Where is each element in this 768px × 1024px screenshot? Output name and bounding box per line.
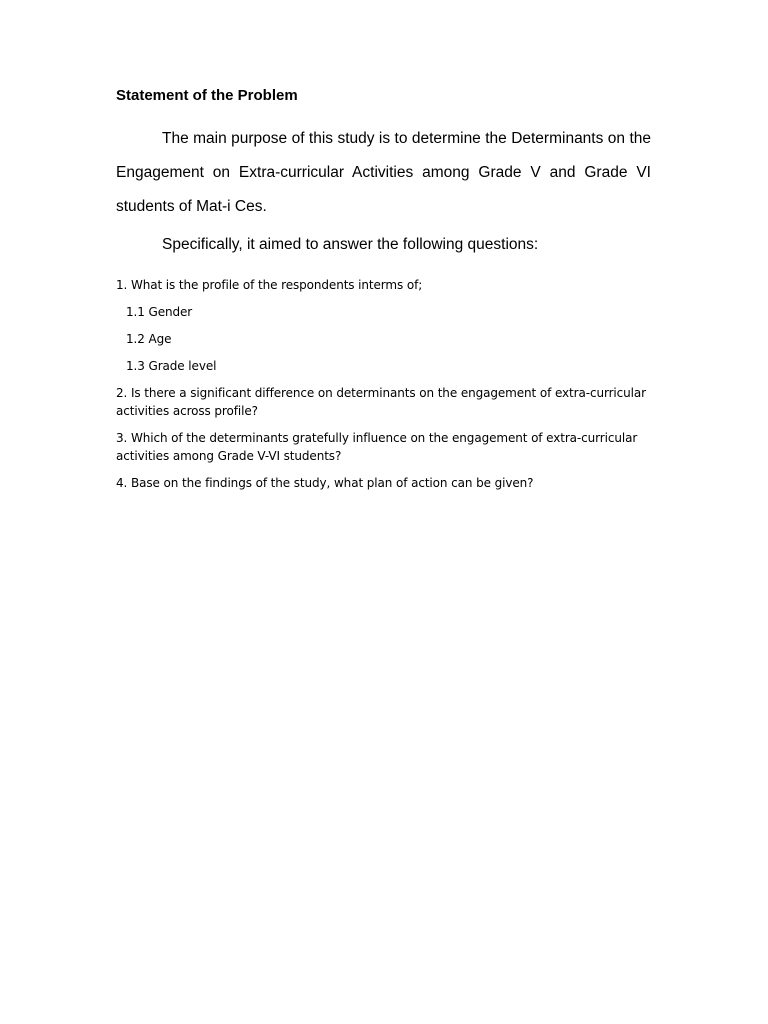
- question-1-2: 1.2 Age: [126, 332, 172, 346]
- question-2: 2. Is there a significant difference on determinants on the engagement of extra-curricular activities across profile?: [116, 386, 646, 418]
- question-4: 4. Base on the findings of the study, what plan of action can be given?: [116, 476, 534, 490]
- question-list: [116, 276, 651, 492]
- section-heading: Statement of the Problem: [116, 87, 298, 104]
- question-3: 3. Which of the determinants gratefully influence on the engagement of extra-curricular activities among Grade V-VI students?: [116, 431, 638, 463]
- question-1-3: 1.3 Grade level: [126, 359, 217, 373]
- question-1-1: 1.1 Gender: [126, 305, 193, 319]
- question-1: 1. What is the profile of the respondents interms of;: [116, 278, 423, 292]
- purpose-paragraph: The main purpose of this study is to determine the Determinants on the Engagement on Extra-curricular Activities among Grade V and Grade VI students of Mat-i Ces.: [116, 130, 651, 215]
- document-body: [116, 86, 651, 501]
- intro-questions-paragraph: Specifically, it aimed to answer the following questions:: [162, 236, 539, 253]
